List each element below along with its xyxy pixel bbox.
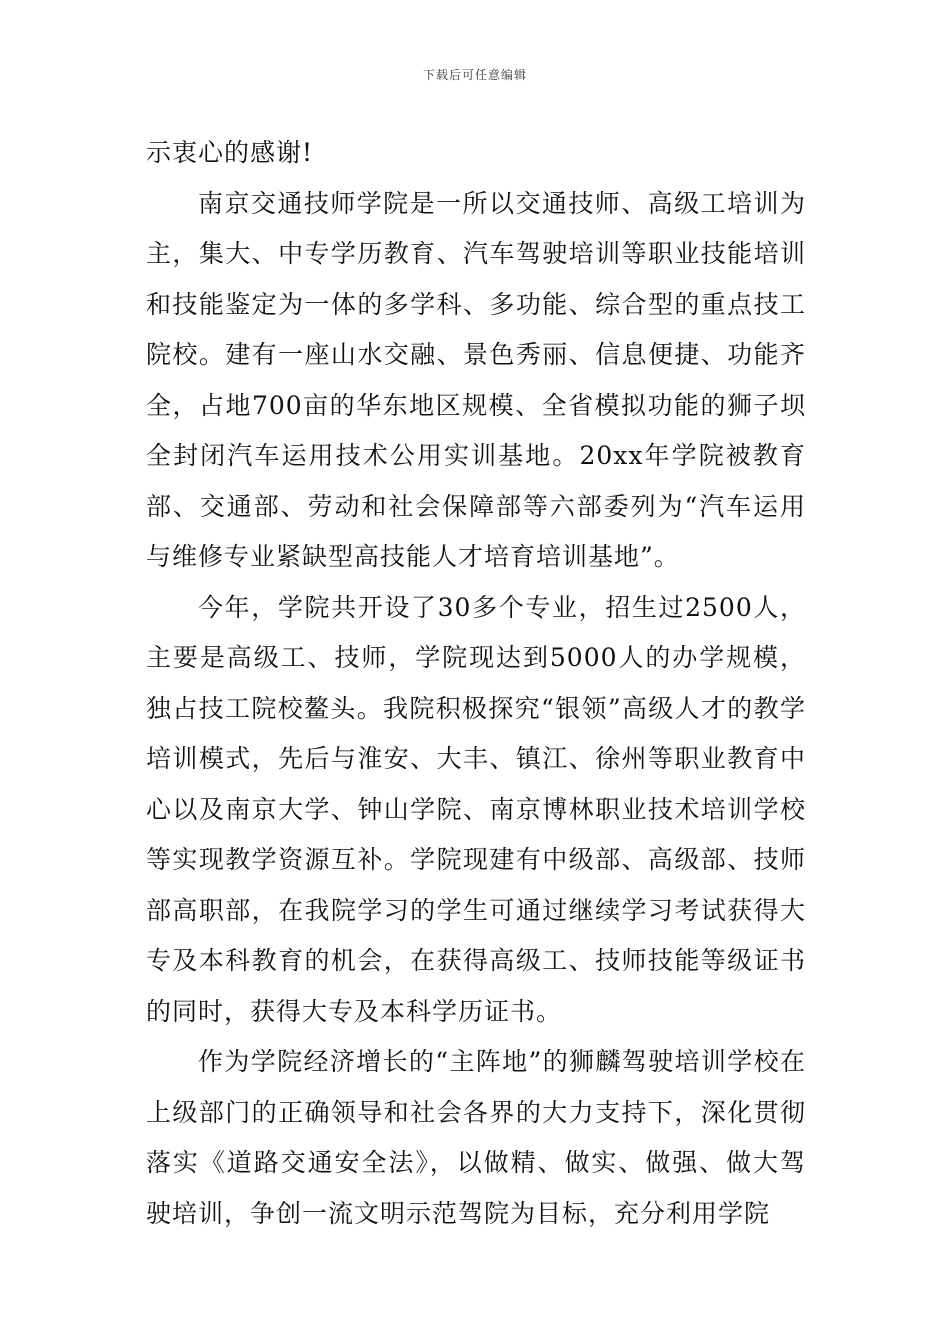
paragraph-enrollment: 今年，学院共开设了30多个专业，招生过2500人，主要是高级工、技师，学院现达到5000人的办学规模，独占技工院校鳌头。我院积极探究“银领”高级人才的教学培训模式，先后与淮安、大丰、镇江、徐州等职业教育中心以及南京大学、钟山学院、南京博林职业技术培训学校等实现教学资源互补。学院现建有中级部、高级部、技师部高职部，在我院学习的学生可通过继续学习考试获得大专及本科教育的机会，在获得高级工、技师技能等级证书的同时，获得大专及本科学历证书。 bbox=[146, 592, 806, 1026]
paragraph-driving-school: 作为学院经济增长的“主阵地”的狮麟驾驶培训学校在上级部门的正确领导和社会各界的大力支持下，深化贯彻落实《道路交通安全法》，以做精、做实、做强、做大驾驶培训，争创一流文明示范驾院为目标，充分利用学院 bbox=[146, 1047, 806, 1228]
header-note: 下载后可任意编辑 bbox=[422, 68, 527, 82]
document-body bbox=[146, 128, 806, 1239]
paragraph-continuation: 示衷心的感谢! bbox=[146, 138, 314, 167]
paragraph-school-intro: 南京交通技师学院是一所以交通技师、高级工培训为主，集大、中专学历教育、汽车驾驶培训等职业技能培训和技能鉴定为一体的多学科、多功能、综合型的重点技工院校。建有一座山水交融、景色秀丽、信息便捷、功能齐全，占地700亩的华东地区规模、全省模拟功能的狮子坝全封闭汽车运用技术公用实训基地。20xx年学院被教育部、交通部、劳动和社会保障部等六部委列为“汽车运用与维修专业紧缺型高技能人才培育培训基地”。 bbox=[146, 188, 806, 571]
